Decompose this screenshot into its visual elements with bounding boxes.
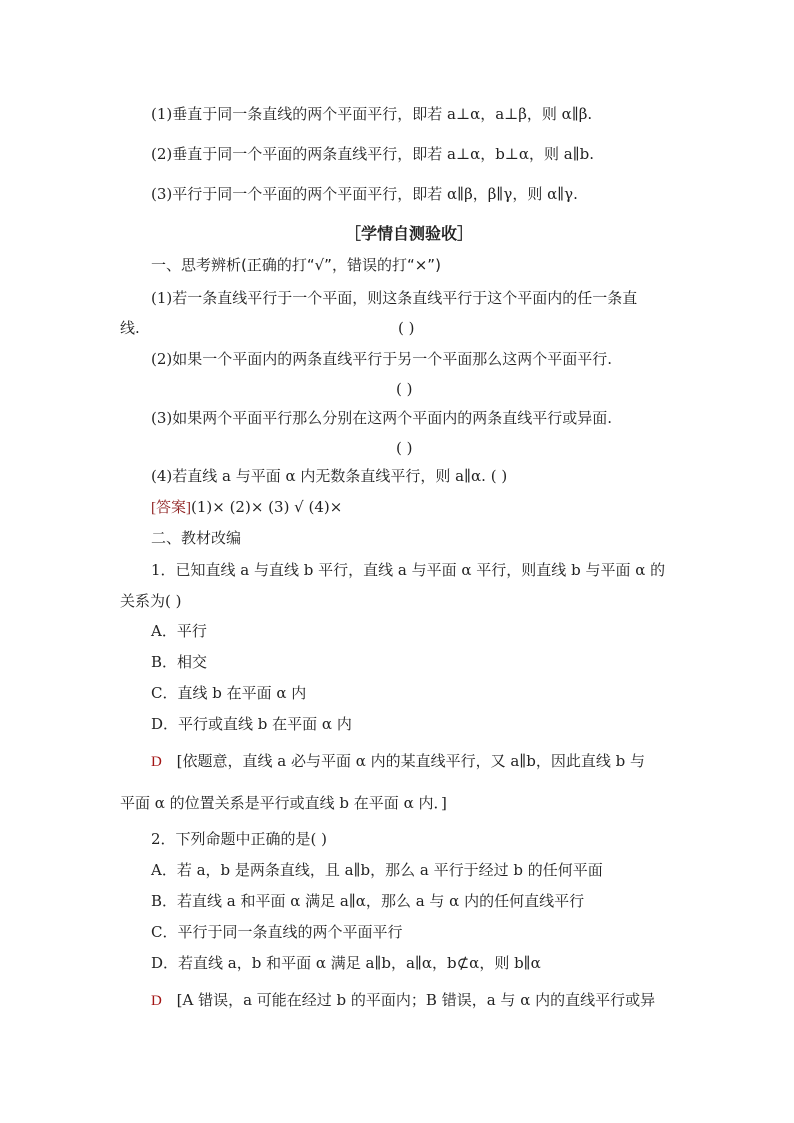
problem-2-explanation-line-1 [151,990,655,1011]
problem-1-explanation-line-2: 平面 α 的位置关系是平行或直线 b 在平面 α 内．] [120,794,447,812]
problem-1-option-d: D．平行或直线 b 在平面 α 内 [151,715,352,733]
answer-line [151,497,342,518]
problem-1-explanation-line-1 [151,751,645,772]
problem-2-option-d: D．若直线 a，b 和平面 α 满足 a∥b，a∥α，b⊄α，则 b∥α [151,954,541,972]
part2-title: 二、教材改编 [151,529,242,547]
question-2-line-1: (2)如果一个平面内的两条直线平行于另一个平面那么这两个平面平行. [151,350,613,368]
part1-title: 一、思考辨析(正确的打“√”，错误的打“×”) [151,256,441,274]
question-2-paren: ( ) [396,380,413,398]
question-3-line-1: (3)如果两个平面平行那么分别在这两个平面内的两条直线平行或异面. [151,409,613,427]
property-line-1: (1)垂直于同一条直线的两个平面平行，即若 a⊥α，a⊥β，则 α∥β. [151,105,593,123]
problem-1-explanation-text: [依题意，直线 a 必与平面 α 内的某直线平行，又 a∥b，因此直线 b 与 [176,752,646,770]
problem-1-line-2: 关系为( ) [120,592,182,610]
question-3-paren: ( ) [396,439,413,457]
question-1-line-2: 线. [120,319,140,337]
problem-2-option-b: B．若直线 a 和平面 α 满足 a∥α，那么 a 与 α 内的任何直线平行 [151,892,585,910]
question-1-line-1: (1)若一条直线平行于一个平面，则这条直线平行于这个平面内的任一条直 [151,289,638,307]
problem-1-option-b: B．相交 [151,653,208,671]
section-title: ［学情自测验收］ [345,224,474,243]
problem-2-explanation-text: [A 错误，a 可能在经过 b 的平面内；B 错误，a 与 α 内的直线平行或异 [176,991,656,1009]
problem-2-answer-letter: D [151,993,162,1009]
problem-1-answer-letter: D [151,754,162,770]
problem-1-line-1: 1．已知直线 a 与直线 b 平行，直线 a 与平面 α 平行，则直线 b 与平面 α 的 [151,561,666,579]
answer-text: (1)× (2)× (3) √ (4)× [191,498,343,516]
question-4-line-1: (4)若直线 a 与平面 α 内无数条直线平行，则 a∥α. ( ) [151,467,508,485]
problem-2-option-a: A．若 a，b 是两条直线，且 a∥b，那么 a 平行于经过 b 的任何平面 [151,861,603,879]
problem-1-option-a: A．平行 [151,622,207,640]
property-line-3: (3)平行于同一个平面的两个平面平行，即若 α∥β，β∥γ，则 α∥γ. [151,185,578,203]
answer-label: [答案] [151,500,191,516]
property-line-2: (2)垂直于同一个平面的两条直线平行，即若 a⊥α，b⊥α，则 a∥b. [151,145,595,163]
problem-2-option-c: C．平行于同一条直线的两个平面平行 [151,923,403,941]
problem-2-line-1: 2．下列命题中正确的是( ) [151,830,328,848]
problem-1-option-c: C．直线 b 在平面 α 内 [151,684,307,702]
question-1-paren: ( ) [398,319,415,337]
